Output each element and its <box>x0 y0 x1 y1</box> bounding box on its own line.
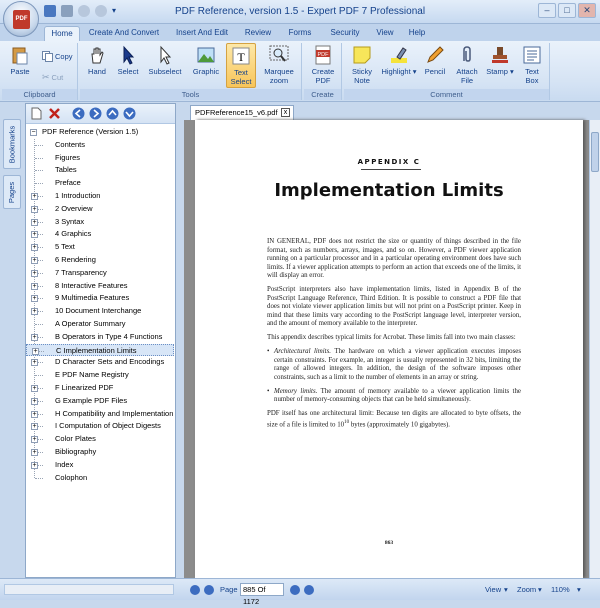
textbox-label-2: Box <box>525 76 539 85</box>
new-bookmark-icon[interactable] <box>30 107 43 120</box>
expand-icon[interactable]: + <box>32 295 37 303</box>
first-page-icon[interactable] <box>190 585 200 595</box>
customize-dropdown-icon[interactable]: ▾ <box>112 6 117 15</box>
graphic-tool-button[interactable] <box>190 43 222 76</box>
arrow-down-icon[interactable] <box>123 107 136 120</box>
list-item <box>267 348 521 382</box>
appendix-rule <box>361 169 421 170</box>
comment-group <box>344 43 550 100</box>
tree-item-label: Contents <box>55 139 86 149</box>
scrollbar-thumb[interactable] <box>591 132 599 172</box>
paragraph: PostScript interpreters also have implementation limits, listed in Appendix B of the PostScript Language Reference, Third Edition. It is possible to construct a PDF file that does not violate viewer application limits but will not print on a PostScript printer. Keep in mind that these limits vary according to the PostScript language level, interpreter version, and the amount of memory available to the interpreter. <box>267 286 521 327</box>
expand-icon[interactable]: + <box>33 347 38 355</box>
appendix-label: APPENDIX C <box>357 158 421 166</box>
final-text-end: bytes (approximately 10 gigabytes). <box>349 420 450 428</box>
side-tab-strip <box>0 103 24 578</box>
expand-icon[interactable]: + <box>32 244 37 252</box>
text-select-tool-button[interactable] <box>226 43 256 88</box>
document-tab-bar <box>184 103 600 120</box>
page-title: Implementation Limits <box>274 180 504 201</box>
text-select-label-2: Select <box>230 77 252 86</box>
tree-item-label: 1 Introduction <box>55 191 101 200</box>
tree-item-label: 7 Transparency <box>55 267 107 277</box>
final-text: PDF itself has one architectural limit: Because ten digits are allocated to byte offsets, the size of a file is limited to 10 <box>267 410 521 428</box>
tab-review[interactable]: Review <box>244 28 272 37</box>
pencil-button[interactable] <box>420 43 450 76</box>
magnifier-icon <box>269 45 289 65</box>
tree-item-label: A Operator Summary <box>55 319 126 328</box>
tab-security[interactable]: Security <box>330 28 360 37</box>
marquee-label-1: Marquee <box>264 67 294 76</box>
expand-icon[interactable]: + <box>32 205 37 213</box>
sticky-note-button[interactable] <box>346 43 378 85</box>
attach-label-2: File <box>460 76 474 85</box>
paste-label: Paste <box>10 67 30 76</box>
bullet-term: Memory limits. <box>274 387 318 395</box>
highlight-label: Highlight <box>381 67 411 76</box>
maximize-button[interactable]: □ <box>558 3 576 18</box>
attach-file-button[interactable] <box>452 43 482 85</box>
tab-bookmarks[interactable] <box>3 119 21 169</box>
arrow-up-icon[interactable] <box>106 107 119 120</box>
tree-item-label: Preface <box>55 178 81 188</box>
hand-tool-button[interactable] <box>83 43 111 76</box>
tree-item-label: 5 Text <box>55 242 75 252</box>
hand-icon <box>87 45 107 65</box>
copy-button[interactable] <box>42 51 73 62</box>
tree-connector <box>35 478 43 479</box>
tree-item-label: Tables <box>55 165 77 175</box>
tree-item-label: 2 Overview <box>55 203 93 213</box>
expand-icon[interactable]: + <box>32 308 37 316</box>
zoom-dropdown-icon[interactable]: ▾ <box>538 585 542 594</box>
tab-insert-and-edit[interactable]: Insert And Edit <box>175 28 229 37</box>
document-viewer[interactable] <box>184 120 589 578</box>
textbox-label-1: Text <box>525 67 539 76</box>
tree-item-label: 6 Rendering <box>55 255 96 264</box>
close-button[interactable]: ✕ <box>578 3 596 18</box>
expand-icon[interactable]: + <box>32 449 37 456</box>
expand-icon[interactable]: + <box>32 397 37 405</box>
expand-icon[interactable]: + <box>32 423 37 431</box>
horizontal-scrollbar[interactable] <box>4 584 174 595</box>
close-tab-icon[interactable]: x <box>281 108 290 117</box>
vertical-scrollbar[interactable] <box>589 120 600 578</box>
comment-group-label: Comment <box>344 89 549 100</box>
arrow-left-icon[interactable] <box>72 107 85 120</box>
tree-item-label: E PDF Name Registry <box>55 370 129 380</box>
limits-list <box>267 348 521 405</box>
pencil-label: Pencil <box>424 67 446 76</box>
svg-text:PDF: PDF <box>317 52 329 58</box>
pages-tab-label: Pages <box>7 181 17 203</box>
attach-label-1: Attach <box>456 67 478 76</box>
bullet-text: The hardware on which a viewer application executes imposes certain constraints. For example, an integer is usually represented in 32 bits, limiting the range of allowed integers. In addition, the design of the software imposes other constraints, such as a limit to the number of elements in an array or string. <box>274 348 522 381</box>
svg-text:T: T <box>237 50 245 64</box>
app-logo-icon: PDF <box>13 10 30 29</box>
subselect-tool-button[interactable] <box>146 43 184 76</box>
ribbon-tab-bar <box>0 24 600 41</box>
graphic-label: Graphic <box>192 67 220 76</box>
paragraph: This appendix describes typical limits for Acrobat. These limits fall into two main classes: <box>267 334 516 341</box>
marquee-label-2: zoom <box>269 76 289 85</box>
clipboard-group <box>2 43 78 100</box>
expand-icon[interactable]: + <box>32 218 37 226</box>
expand-icon[interactable]: + <box>32 269 37 277</box>
zoom-dropdown-icon[interactable]: ▾ <box>577 585 581 594</box>
tab-help[interactable]: Help <box>408 28 426 37</box>
tree-item-label: C Implementation Limits <box>56 345 137 355</box>
pdf-file-icon <box>313 45 333 65</box>
tab-pages[interactable] <box>3 175 21 209</box>
tree-item-label: 9 Multimedia Features <box>55 293 130 303</box>
tree-connector <box>35 375 43 376</box>
tree-connector <box>35 158 43 159</box>
clipboard-group-label: Clipboard <box>2 89 77 100</box>
window-title: PDF Reference, version 1.5 - Expert PDF 7 Professional <box>174 6 426 17</box>
sticky-note-icon <box>352 45 372 65</box>
previous-page-icon[interactable] <box>204 585 214 595</box>
tree-item-label: Color Plates <box>55 434 96 444</box>
copy-icon <box>42 51 53 62</box>
create-group <box>304 43 342 100</box>
expand-icon[interactable]: + <box>32 333 37 341</box>
title-bar <box>0 0 600 24</box>
tree-connector <box>35 183 43 184</box>
tree-item-label: Figures <box>55 152 81 162</box>
highlighter-icon <box>389 45 409 65</box>
tree-item-label: Index <box>55 459 74 469</box>
expand-icon[interactable]: + <box>32 436 37 444</box>
tools-group <box>80 43 302 100</box>
hollow-arrow-icon <box>155 45 175 65</box>
paragraph: IN GENERAL, PDF does not restrict the size or quantity of things described in the file format, such as numbers, arrays, images, and so on. However, a PDF viewer application running on a particular processor and in a particular operating environment does have such limits. If a viewer application attempts to perform an action that exceeds one of the limits, it will display an error. <box>267 238 521 279</box>
tree-connector <box>35 170 43 171</box>
text-box-icon <box>522 45 542 65</box>
tree-item-label: Bibliography <box>55 447 97 456</box>
application-menu-button[interactable] <box>3 1 39 37</box>
subselect-label: Subselect <box>148 67 182 76</box>
bookmarks-toolbar <box>26 104 175 124</box>
tools-group-label: Tools <box>80 89 301 100</box>
page-label: Page <box>220 585 238 594</box>
paragraph <box>267 410 521 429</box>
arrow-cursor-icon <box>118 45 138 65</box>
arrow-right-icon[interactable] <box>89 107 102 120</box>
dropdown-arrow-icon: ▾ <box>510 67 514 76</box>
tree-item[interactable] <box>26 344 174 357</box>
tree-item-label: 4 Graphics <box>55 229 92 239</box>
stamp-button[interactable] <box>484 43 516 76</box>
create-pdf-label-1: Create <box>311 67 335 76</box>
sticky-label-2: Note <box>354 76 370 85</box>
tree-item-label: PDF Reference (Version 1.5) <box>42 127 139 136</box>
tree-item-label: 3 Syntax <box>55 216 85 226</box>
tree-connector <box>35 145 43 146</box>
expand-icon[interactable]: + <box>32 410 37 418</box>
view-dropdown-icon[interactable]: ▾ <box>504 585 508 594</box>
tab-view[interactable]: View <box>376 28 394 37</box>
select-tool-button[interactable] <box>114 43 142 76</box>
expand-icon[interactable]: + <box>32 257 37 264</box>
pdf-page <box>195 120 583 578</box>
tree-item-label: 8 Interactive Features <box>55 280 128 290</box>
bullet-text: The amount of memory available to a viewer application limits the number of memory-consuming objects that can be held simultaneously. <box>274 387 521 403</box>
expand-icon[interactable]: + <box>32 282 37 290</box>
create-group-label: Create <box>304 89 341 100</box>
expand-icon[interactable]: + <box>32 231 37 239</box>
exponent: 10 <box>344 419 350 425</box>
expand-icon[interactable]: + <box>32 385 37 392</box>
last-page-icon[interactable] <box>304 585 314 595</box>
pencil-icon <box>425 45 445 65</box>
tree-connector <box>35 324 43 325</box>
status-bar <box>0 578 600 606</box>
document-tab-label: PDFReference15_v6.pdf <box>195 108 278 117</box>
create-pdf-label-2: PDF <box>315 76 331 85</box>
hand-label: Hand <box>88 67 106 76</box>
zoom-menu[interactable]: Zoom <box>517 585 537 594</box>
tree-item-label: 10 Document Interchange <box>55 306 142 316</box>
tree-item-label: Colophon <box>55 472 88 482</box>
expand-icon[interactable]: + <box>32 359 37 367</box>
tab-home[interactable]: Home <box>44 26 80 41</box>
paste-button[interactable] <box>6 43 34 76</box>
tree-item-label: F Linearized PDF <box>55 383 114 392</box>
paste-icon <box>10 45 30 65</box>
select-label: Select <box>117 67 139 76</box>
tab-create-and-convert[interactable]: Create And Convert <box>88 28 160 37</box>
create-pdf-button[interactable] <box>307 43 339 85</box>
text-select-label-1: Text <box>234 68 248 77</box>
paperclip-icon <box>457 45 477 65</box>
document-tab[interactable] <box>190 105 294 120</box>
image-icon <box>196 45 216 65</box>
page-body <box>267 238 521 435</box>
zoom-value[interactable]: 110% <box>551 585 570 594</box>
tree-item-label: I Computation of Object Digests <box>55 421 161 431</box>
bookmarks-panel <box>25 103 176 578</box>
ribbon <box>0 41 600 102</box>
delete-icon[interactable] <box>48 107 61 120</box>
tree-item-label: G Example PDF Files <box>55 395 128 405</box>
tree-item-label: D Character Sets and Encodings <box>55 357 165 367</box>
next-page-icon[interactable] <box>290 585 300 595</box>
expand-icon[interactable]: + <box>32 461 37 469</box>
view-menu[interactable]: View <box>485 585 502 594</box>
page-number: 863 <box>384 540 394 546</box>
cut-button[interactable] <box>42 72 63 83</box>
bookmarks-tab-label: Bookmarks <box>7 125 17 163</box>
minimize-button[interactable]: – <box>538 3 556 18</box>
bullet-term: Architectural limits. <box>274 348 332 355</box>
text-box-button[interactable] <box>518 43 546 85</box>
tree-item-label: H Compatibility and Implementation <box>55 408 174 418</box>
highlight-button[interactable] <box>380 43 418 76</box>
dropdown-arrow-icon: ▾ <box>412 67 417 76</box>
sticky-label-1: Sticky <box>351 67 372 76</box>
tree-item-label: B Operators in Type 4 Functions <box>55 331 163 341</box>
marquee-zoom-button[interactable] <box>260 43 298 85</box>
collapse-icon[interactable]: − <box>31 129 36 136</box>
stamp-icon <box>490 45 510 65</box>
expand-icon[interactable]: + <box>32 193 37 200</box>
scissors-icon: ✂ <box>42 72 50 82</box>
stamp-label: Stamp <box>486 67 508 76</box>
text-cursor-icon <box>231 46 251 66</box>
copy-label: Copy <box>55 52 73 61</box>
tab-forms[interactable]: Forms <box>288 28 312 37</box>
list-item <box>267 388 521 405</box>
cut-label: Cut <box>51 73 64 82</box>
page-number-input[interactable]: 885 Of 1172 <box>240 583 284 596</box>
